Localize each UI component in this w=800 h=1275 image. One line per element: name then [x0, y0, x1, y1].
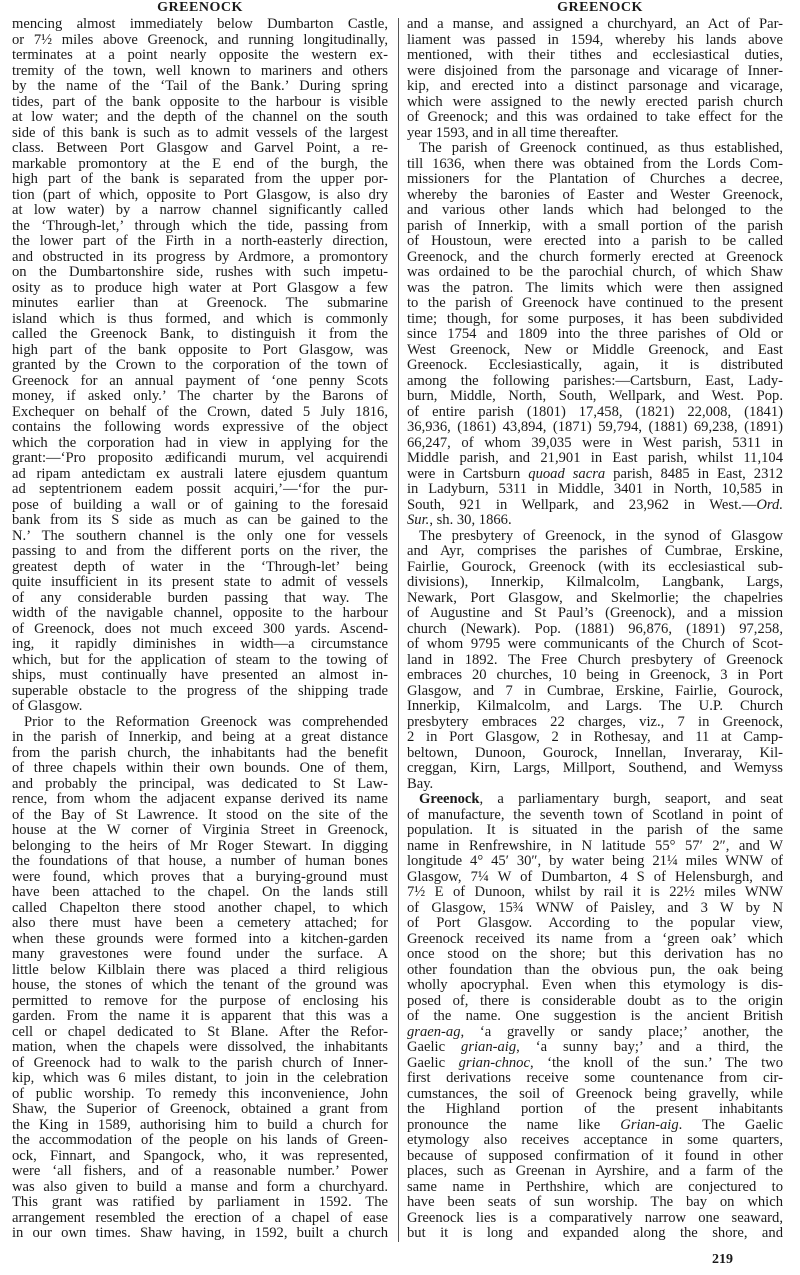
text-line: high part of the bank opposite to Port Glasgow, was	[12, 342, 388, 358]
text-line: were ‘all fishers, and of a reasonable number.’ Power	[12, 1164, 388, 1179]
text-line: many gravestones were found under the surface. A	[12, 947, 388, 962]
text-line: cell or chapel dedicated to St Blane. After the Refor-	[12, 1024, 388, 1040]
text-line: also there must have been a cemetery attached; for	[12, 916, 388, 931]
text-run: South, 921 in Wellpark, and 23,962 in West.—	[407, 497, 757, 513]
text-line: mation, when the chapels were dissolved, the inhabitants	[12, 1040, 388, 1055]
text-line: or 7½ miles above Greenock, and running longitudinally,	[12, 32, 388, 48]
text-run: , ‘a gravelly or sandy place;’ another, the	[460, 1024, 783, 1040]
text-line: and probably the principal, was dedicated to St Law-	[12, 776, 388, 792]
text-line: among the following parishes:—Cartsburn, East, Lady-	[407, 373, 783, 389]
text-line: was the patron. The limits which were then assigned	[407, 280, 783, 296]
text-line: cumstances, the soil of Greenock being gravelly, while	[407, 1086, 783, 1102]
text-line: but it is long and expanded along the shore, and	[407, 1226, 783, 1241]
text-line: arrangement resembled the erection of a chapel of ease	[12, 1210, 388, 1226]
text-line: of the name. One suggestion is the ancient British	[407, 1009, 783, 1024]
text-line: which the corporation had in view in applying for the	[12, 435, 388, 451]
text-line: when these grounds were formed into a kitchen-garden	[12, 931, 388, 947]
text-line: of whom 9795 were communicants of the Church of Scot-	[407, 637, 783, 652]
text-line: class. Between Port Glasgow and Garvel Point, a re-	[12, 141, 388, 156]
text-line: garden. From the name it is apparent that this was a	[12, 1009, 388, 1024]
text-line: and a manse, and assigned a churchyard, an Act of Par-	[407, 17, 783, 32]
text-line: presbytery embraces 22 charges, viz., 7 in Greenock,	[407, 714, 783, 730]
text-line: in Ladyburn, 5311 in Middle, 3401 in North, 10,585 in	[407, 482, 783, 497]
text-line: of public worship. To remedy this inconvenience, John	[12, 1086, 388, 1102]
text-line: in our own times. Shaw having, in 1592, built a church	[12, 1226, 388, 1241]
text-line: time; though, for some purposes, it has been subdivided	[407, 311, 783, 327]
text-line: of three chapels within their own bounds. One of them,	[12, 761, 388, 776]
text-line: and obstructed in its progress by Ardmore, a promontory	[12, 249, 388, 265]
text-line: called Chapelton there stood another chapel, to which	[12, 900, 388, 916]
text-line: church (Newark). Pop. (1881) 96,876, (1891) 97,258,	[407, 621, 783, 637]
text-line: Middle parish, and 21,901 in East parish, whilst 11,104	[407, 451, 783, 466]
text-line: was ordained to be the parochial church, of which Shaw	[407, 265, 783, 280]
text-line: of Glasgow, 15¾ WNW of Paisley, and 3 W by N	[407, 900, 783, 916]
text-line: quite insufficient in its present state to admit of vessels	[12, 575, 388, 590]
text-line: parish of Innerkip, with a small portion of the parish	[407, 218, 783, 234]
running-head-left: GREENOCK	[157, 0, 243, 15]
text-line: was also given to build a manse and form a churchyard.	[12, 1179, 388, 1195]
text-line: markable promontory at the E end of the burgh, the	[12, 156, 388, 172]
text-line: have been attached to the chapel. On the lands still	[12, 885, 388, 900]
text-line: the foundations of that house, a number of human bones	[12, 854, 388, 869]
text-line: first derivations receive some countenance from cir-	[407, 1071, 783, 1086]
text-line: granted by the Crown to the corporation of the town of	[12, 358, 388, 373]
text-line: Bay.	[407, 776, 434, 792]
text-line: rence, from whom the adjacent expanse derived its name	[12, 792, 388, 807]
text-line: bank from its S side as much as can be gained to the	[12, 513, 388, 528]
text-line: of manufacture, the seventh town of Scotland in point of	[407, 807, 783, 823]
column-divider	[398, 18, 399, 1242]
text-line: same name in Perthshire, which are conjectured to	[407, 1179, 783, 1195]
text-line: kip, and erected into a distinct parsonage and vicarage,	[407, 79, 783, 94]
text-line: liament was passed in 1594, whereby his lands above	[407, 32, 783, 48]
text-line: ships, must continually have presented an almost in-	[12, 668, 388, 683]
text-line: of any considerable burden passing that way. The	[12, 590, 388, 606]
text-line: longitude 4° 45′ 30″, by water being 21¼ miles WNW of	[407, 854, 783, 869]
running-head-right: GREENOCK	[557, 0, 643, 15]
text-line: year 1593, and in all time thereafter.	[407, 125, 619, 141]
text-line: at low water) by a narrow channel significantly called	[12, 203, 388, 218]
text-line: creggan, Kirn, Largs, Millport, Southend, and Wemyss	[407, 761, 783, 776]
text-line: high part of the bank is separated from the upper por-	[12, 172, 388, 187]
text-line: side of this bank is such as to admit vessels of the largest	[12, 125, 388, 141]
italic-text: graen-ag	[407, 1024, 461, 1040]
text-line	[407, 792, 783, 808]
text-line: N.’ The southern channel is the only one for vessels	[12, 528, 388, 544]
text-line: the Highland portion of the present inhabitants	[407, 1102, 783, 1117]
italic-text: Sur.	[407, 513, 430, 528]
text-line: of Houstoun, were erected into a parish to be called	[407, 234, 783, 249]
text-line: which, but for the application of steam to the towing of	[12, 652, 388, 668]
text-run: were in Cartsburn	[407, 466, 529, 482]
text-line: passing to and from the different ports on the river, the	[12, 544, 388, 559]
text-run: pronounce the name like	[407, 1117, 621, 1133]
text-line: beltown, Dunoon, Gourock, Innellan, Inveraray, Kil-	[407, 745, 783, 761]
text-line: Greenock for an annual payment of ‘one penny Scots	[12, 373, 388, 389]
italic-text: quoad sacra	[528, 466, 606, 482]
text-line: called the Greenock Bank, to distinguish it from the	[12, 327, 388, 342]
text-line: Glasgow, and 7 in Cumbrae, Erskine, Fairlie, Gourock,	[407, 683, 783, 699]
text-run: , ‘the knoll of the sun.’ The two	[529, 1055, 783, 1071]
text-line: Greenock. Ecclesiastically, again, it is distributed	[407, 358, 783, 373]
text-line: missioners for the Plantation of Churches a decree,	[407, 172, 783, 187]
text-line: Fairlie, Gourock, Greenock (with its ecclesiastical sub-	[407, 559, 783, 575]
text-line: other foundation than the obvious pun, the oak being	[407, 962, 783, 978]
text-line: of entire parish (1801) 17,458, (1821) 22,008, (1841)	[407, 404, 783, 420]
italic-text: Ord.	[756, 497, 783, 513]
text-line: places, such as Greenan in Ayrshire, and a farm of the	[407, 1164, 783, 1179]
text-line: the ‘Through-let,’ through which the tide, passing from	[12, 218, 388, 234]
text-line	[407, 1118, 783, 1134]
text-line: little below Kilblain there was placed a third religious	[12, 962, 388, 978]
text-line: the accommodation of the people on his lands of Green-	[12, 1133, 388, 1148]
text-line: Greenock, and the church formerly erected at Greenock	[407, 249, 783, 265]
text-line: 2 in Port Glasgow, 2 in Rothesay, and 11 at Camp-	[407, 730, 783, 745]
text-line: burn, Middle, North, South, Wellpark, and West. Pop.	[407, 389, 783, 404]
text-line: and Ayr, comprises the parishes of Cumbrae, Erskine,	[407, 544, 783, 559]
text-line	[407, 1025, 783, 1041]
bold-headword: Greenock	[419, 792, 480, 807]
text-line: were found, which proves that a burying-ground must	[12, 869, 388, 885]
text-line: house at the W corner of Virginia Street in Greenock,	[12, 823, 388, 838]
text-line: ad ripam antedictam ex australi latere ejusdem quantum	[12, 466, 388, 482]
text-line	[407, 467, 783, 483]
text-line: posed of, there is considerable doubt as to the origin	[407, 993, 783, 1009]
text-line: of Glasgow.	[12, 699, 83, 714]
italic-text: grian-chnoc	[458, 1055, 530, 1071]
text-line: by the name of the ‘Tail of the Bank.’ During spring	[12, 79, 388, 94]
italic-text: Grian-aig	[620, 1117, 679, 1133]
text-line: ock, Finnart, and Spangock, who, it was represented,	[12, 1148, 388, 1164]
text-line: Innerkip, Kilmalcolm, and Largs. The U.P. Church	[407, 699, 783, 714]
text-line: money, if asked only.’ The charter by the Barons of	[12, 389, 388, 404]
text-line: from the parish church, the inhabitants had the benefit	[12, 745, 388, 761]
text-run: Gaelic	[407, 1040, 462, 1055]
text-line: tion (part of which, opposite to Port Glasgow, is also dry	[12, 187, 388, 203]
text-line: contains the following words expressive of the object	[12, 420, 388, 435]
text-line: name in Renfrewshire, in N latitude 55° 57′ 2″, and W	[407, 838, 783, 854]
text-line: Prior to the Reformation Greenock was comprehended	[24, 714, 388, 730]
text-line: the lower part of the Firth in a north-easterly direction,	[12, 234, 388, 249]
left-column	[12, 17, 388, 1242]
text-line: wholly apocryphal. Even when this etymology is dis-	[407, 978, 783, 993]
text-line: island which is thus formed, and which is commonly	[12, 311, 388, 327]
text-line: till 1636, when there was obtained from the Lords Com-	[407, 156, 783, 172]
text-line: The presbytery of Greenock, in the synod of Glasgow	[419, 528, 783, 544]
text-line: West Greenock, New or Middle Greenock, and East	[407, 342, 783, 358]
text-line: etymology also receives acceptance in some quarters,	[407, 1133, 783, 1148]
text-line: of the Bay of St Lawrence. It stood on the site of the	[12, 807, 388, 823]
text-line: mencing almost immediately below Dumbarton Castle,	[12, 17, 388, 32]
text-line: tides, part of the bank opposite to the harbour is visible	[12, 94, 388, 110]
text-line: This grant was ratified by parliament in 1592. The	[12, 1195, 388, 1210]
text-line: because of supposed confirmation of it found in other	[407, 1148, 783, 1164]
text-line: population. It is situated in the parish of the same	[407, 823, 783, 838]
text-line: Shaw, the Superior of Greenock, obtained a grant from	[12, 1102, 388, 1117]
text-line: since 1754 and 1809 into the three parishes of Old or	[407, 327, 783, 342]
text-line: ing, it rapidly diminishes in width—a circumstance	[12, 637, 388, 652]
text-line: of Greenock, does not much exceed 300 yards. Ascend-	[12, 621, 388, 637]
text-line	[407, 1056, 783, 1072]
text-line: in the parish of Innerkip, and being at a great distance	[12, 730, 388, 745]
text-line: permitted to remove for the purpose of enclosing his	[12, 993, 388, 1009]
text-run: , sh. 30, 1866.	[429, 513, 512, 528]
text-line: Greenock lies is a comparatively narrow one seaward,	[407, 1210, 783, 1226]
text-run: , a parliamentary burgh, seaport, and seat	[479, 792, 783, 807]
text-line: once stood on the shore; but this derivation has no	[407, 947, 783, 962]
text-line: width of the navigable channel, opposite to the harbour	[12, 606, 388, 621]
text-line: divisions), Innerkip, Kilmalcolm, Langbank, Largs,	[407, 575, 783, 590]
text-line: have been seats of sun worship. The bay on which	[407, 1195, 783, 1210]
text-line: ad septentrionem eadem possit acquiri,’—‘for the pur-	[12, 482, 388, 497]
text-line: minutes earlier than at Greenock. The submarine	[12, 296, 388, 311]
italic-text: grian-aig	[461, 1040, 517, 1055]
text-line: were disjoined from the parsonage and vicarage of Inner-	[407, 63, 783, 79]
text-line	[407, 1040, 783, 1056]
text-line: Newark, Port Glasgow, and Skelmorlie; the chapelries	[407, 590, 783, 606]
text-line: at low water; and the depth of the channel on the south	[12, 110, 388, 125]
text-line	[407, 513, 783, 529]
page-number: 219	[712, 1252, 733, 1267]
right-column	[407, 17, 783, 1242]
text-line: 66,247, of whom 39,035 were in West parish, 5311 in	[407, 435, 783, 451]
text-line: mentioned, with their tithes and ecclesiastical duties,	[407, 48, 783, 63]
text-line: pose of building a wall or of gaining to the foresaid	[12, 497, 388, 513]
text-line: and various other lands which had belonged to the	[407, 203, 783, 218]
text-line: terminates at a point nearly opposite the western ex-	[12, 48, 388, 63]
text-run: Gaelic	[407, 1055, 459, 1071]
text-line: on the Dumbartonshire side, rushes with such impetu-	[12, 265, 388, 280]
text-line: of Greenock; and this was ordained to take effect for the	[407, 110, 783, 125]
text-line: which were assigned to the newly erected parish church	[407, 94, 783, 110]
text-line: The parish of Greenock continued, as thus established,	[419, 141, 783, 156]
text-line: 7½ E of Dunoon, whilst by rail it is 22½ miles WNW	[407, 885, 783, 900]
text-line: osity as to produce high water at Port Glasgow a few	[12, 280, 388, 296]
text-line: embraces 20 churches, 10 being in Greenock, 3 in Port	[407, 668, 783, 683]
text-line: Greenock received its name from a ‘green oak’ which	[407, 931, 783, 947]
text-line: of Port Glasgow. According to the popular view,	[407, 916, 783, 931]
text-line	[407, 498, 783, 514]
text-run: , ‘a sunny bay;’ and a third, the	[516, 1040, 783, 1055]
text-line: house, the stones of which the tenant of the ground was	[12, 978, 388, 993]
text-line: greatest depth of water in the ‘Through-let’ being	[12, 559, 388, 575]
text-line: whereby the baronies of Easter and Wester Greenock,	[407, 187, 783, 203]
text-line: belonging to the heirs of Mr Roger Stewart. In digging	[12, 838, 388, 854]
text-line: 36,936, (1861) 43,894, (1871) 59,794, (1881) 69,238, (1891)	[407, 420, 783, 435]
text-line: tremity of the town, well known to mariners and others	[12, 63, 388, 79]
text-line: grant:—‘Pro proposito ædificandi murum, vel acquirendi	[12, 451, 388, 466]
text-line: of Greenock had to walk to the parish church of Inner-	[12, 1055, 388, 1071]
text-run: parish, 8485 in East, 2312	[605, 466, 783, 482]
text-line: kip, which was 6 miles distant, to join in the celebration	[12, 1071, 388, 1086]
text-line: Exchequer on behalf of the Crown, dated 5 July 1816,	[12, 404, 388, 420]
text-line: the King in 1589, authorising him to build a church for	[12, 1117, 388, 1133]
text-line: superable obstacle to the progress of the shipping trade	[12, 683, 388, 699]
text-run: . The Gaelic	[678, 1117, 783, 1133]
text-line: to the parish of Greenock have continued to the present	[407, 296, 783, 311]
text-line: land in 1892. The Free Church presbytery of Greenock	[407, 652, 783, 668]
text-line: of Augustine and St Paul’s (Greenock), and a mission	[407, 606, 783, 621]
text-line: Glasgow, 7¼ W of Dumbarton, 4 S of Helensburgh, and	[407, 869, 783, 885]
